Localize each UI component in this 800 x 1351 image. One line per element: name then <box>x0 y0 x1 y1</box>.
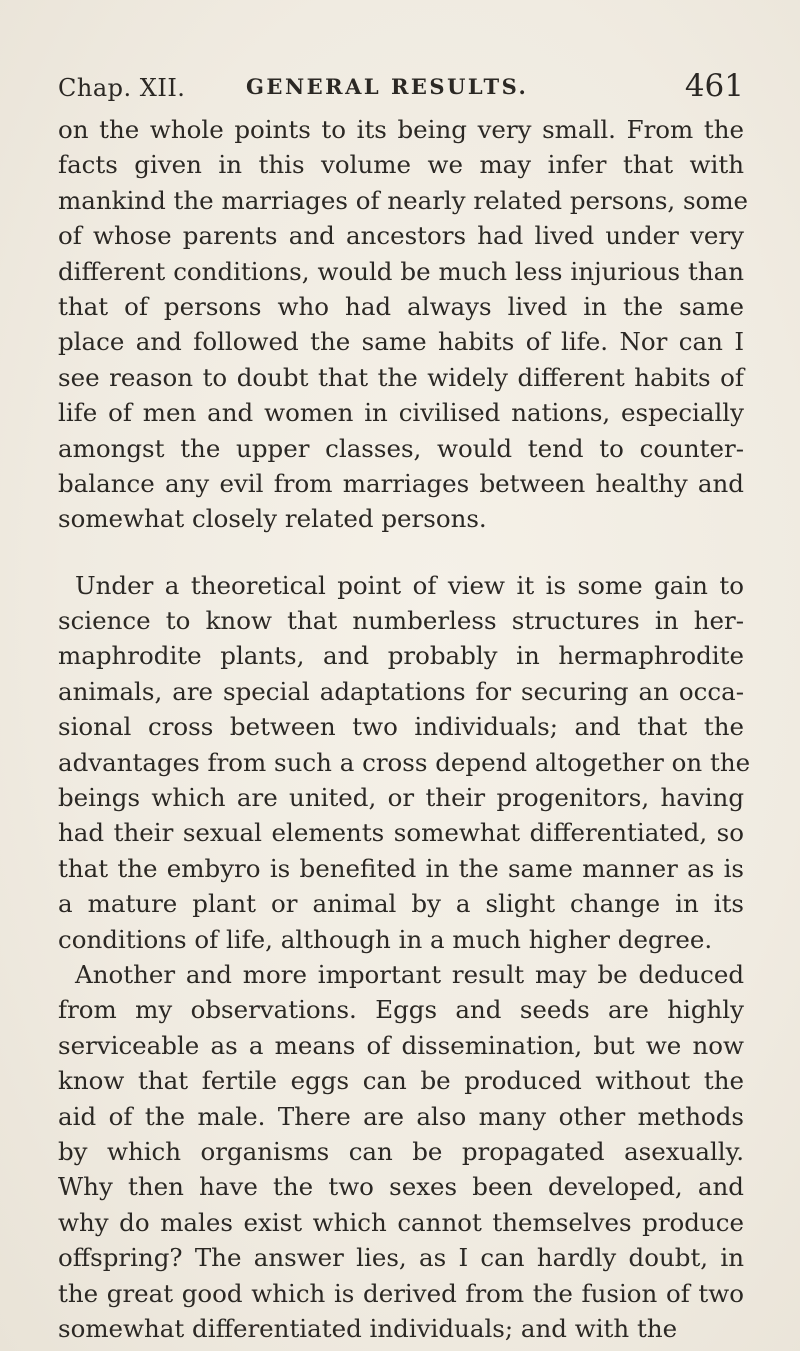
chapter-label: Chap. XII. <box>58 74 186 102</box>
paragraph-2 <box>58 568 751 957</box>
text-line: facts given in this volume we may infer that with <box>58 150 744 180</box>
text-line: aid of the male. There are also many other methods <box>58 1101 744 1131</box>
text-line: animals, are special adaptations for securing an occa- <box>58 676 744 706</box>
text-line: amongst the upper classes, would tend to counter- <box>58 433 744 463</box>
paragraph-1 <box>58 112 749 537</box>
text-line: beings which are united, or their progenitors, having <box>58 783 744 813</box>
running-title: GENERAL RESULTS. <box>246 74 529 99</box>
text-line: conditions of life, although in a much higher degree. <box>58 924 713 954</box>
text-line: by which organisms can be propagated asexually. <box>58 1136 744 1166</box>
text-line: Why then have the two sexes been developed, and <box>58 1172 744 1202</box>
text-line: science to know that numberless structures in her- <box>58 606 744 636</box>
text-line: of whose parents and ancestors had lived under very <box>58 221 744 251</box>
text-line: place and followed the same habits of life. Nor can I <box>58 327 744 357</box>
text-line: Under a theoretical point of view it is some gain to <box>75 570 744 600</box>
text-line: the great good which is derived from the fusion of two <box>58 1278 744 1308</box>
body-text <box>58 112 751 1346</box>
text-line: maphrodite plants, and probably in hermaphrodite <box>58 641 744 671</box>
paragraph-3 <box>58 957 744 1346</box>
text-line: on the whole points to its being very small. From the <box>58 115 744 144</box>
text-line: life of men and women in civilised nations, especially <box>58 398 744 428</box>
text-line: know that fertile eggs can be produced without the <box>58 1066 744 1096</box>
text-line: a mature plant or animal by a slight change in its <box>58 889 744 919</box>
text-line: why do males exist which cannot themselves produce <box>58 1207 744 1237</box>
text-line: had their sexual elements somewhat differentiated, so <box>58 818 744 848</box>
text-line: sional cross between two individuals; and that the <box>58 712 744 742</box>
text-line: from my observations. Eggs and seeds are highly <box>58 995 744 1025</box>
text-line: see reason to doubt that the widely different habits of <box>58 362 744 392</box>
text-line: somewhat differentiated individuals; and with the <box>58 1313 678 1343</box>
text-line: that the embyro is benefited in the same manner as is <box>58 853 744 883</box>
running-header <box>58 68 744 108</box>
page-number: 461 <box>684 68 744 104</box>
paragraph-gap <box>58 537 744 568</box>
text-line: somewhat closely related persons. <box>58 504 487 534</box>
text-line: mankind the marriages of nearly related persons, some <box>58 185 749 215</box>
text-line: serviceable as a means of dissemination, but we now <box>58 1030 744 1060</box>
text-line: offspring? The answer lies, as I can hardly doubt, in <box>58 1243 744 1273</box>
text-line: Another and more important result may be deduced <box>75 959 744 989</box>
text-line: balance any evil from marriages between healthy and <box>58 468 744 498</box>
text-line: different conditions, would be much less injurious than <box>58 256 744 286</box>
text-line: advantages from such a cross depend altogether on the <box>58 747 751 777</box>
text-line: that of persons who had always lived in the same <box>58 291 744 321</box>
